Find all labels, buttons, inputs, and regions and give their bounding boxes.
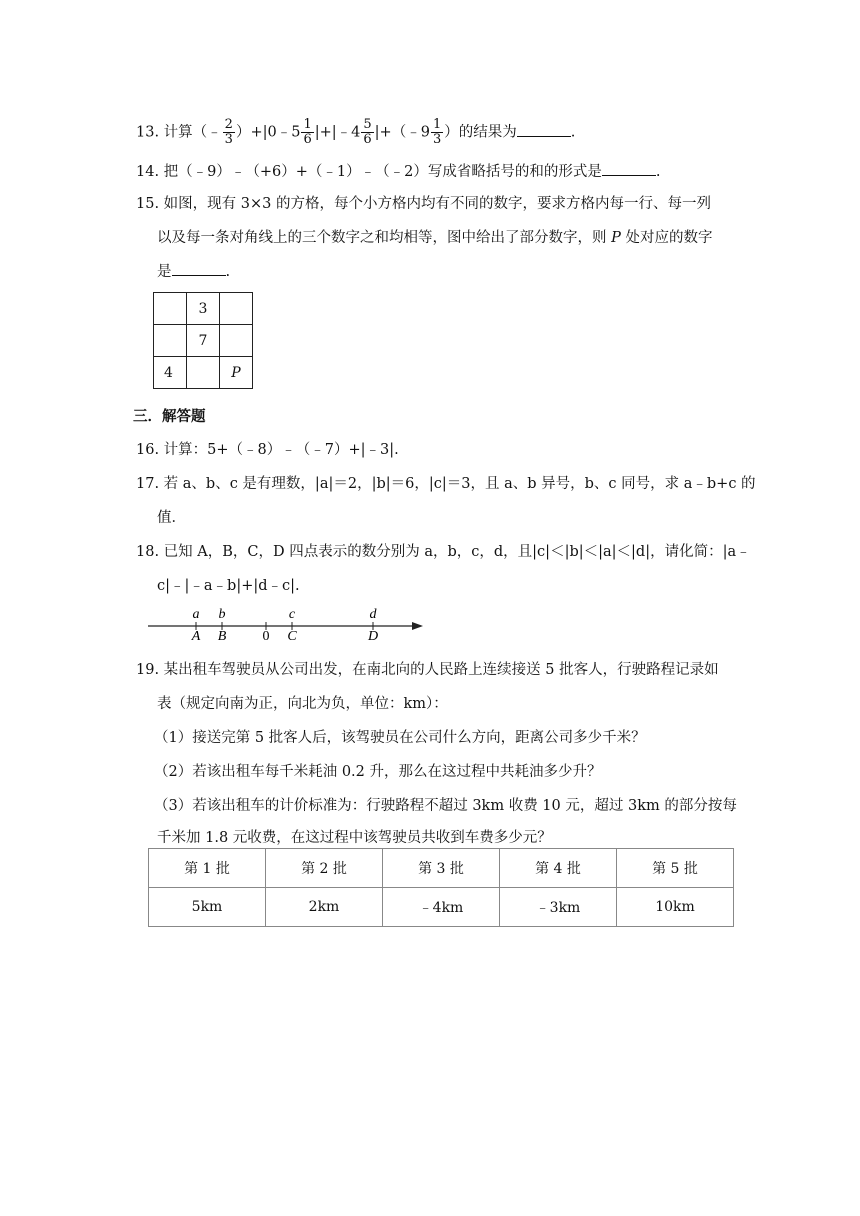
label-0: 0	[262, 629, 270, 644]
label-b: b	[218, 607, 226, 622]
table-cell: ﹣3km	[500, 888, 617, 927]
q19-line1: 某出租车驾驶员从公司出发，在南北向的人民路上连续接送 5 批客人，行驶路程记录如	[163, 662, 719, 678]
fraction: $\frac{2}{3}$	[224, 117, 233, 147]
fraction: $\frac{1}{3}$	[432, 117, 442, 147]
q15-line1: 如图，现有 3×3 的方格，每个小方格内均有不同的数字，要求方格内每一行、每一列	[163, 196, 711, 212]
question-16	[136, 438, 399, 459]
label-A: A	[191, 629, 201, 644]
section-heading: 三．解答题	[133, 408, 206, 425]
q13-text-e: ）的结果为	[444, 124, 517, 141]
q17-line1: 若 a、b、c 是有理数，|a|＝2，|b|＝6，|c|＝3，且 a、b 异号，b、c 同号，求 a﹣b+c 的	[163, 476, 756, 492]
question-17-line-1	[136, 472, 756, 493]
grid-cell	[154, 325, 187, 357]
question-13	[136, 118, 575, 147]
question-number: 13.	[136, 124, 160, 141]
question-number: 18.	[136, 544, 160, 560]
q15-line2-a: 以及每一条对角线上的三个数字之和均相等，图中给出了部分数字，则	[157, 230, 612, 246]
q19-sub3-line2: 千米加 1.8 元收费，在这过程中该驾驶员共收到车费多少元？	[157, 830, 552, 846]
table-cell: 5km	[149, 888, 266, 927]
grid-cell: P	[220, 357, 253, 389]
grid-cell	[220, 293, 253, 325]
q13-text-c: |+|﹣4	[314, 124, 361, 141]
question-19-sub-1	[154, 726, 646, 747]
label-B: B	[217, 629, 227, 644]
question-number: 16.	[136, 442, 160, 458]
answer-blank	[172, 261, 226, 276]
question-19-sub-3-line-1	[154, 794, 737, 815]
grid-cell: 4	[154, 357, 187, 389]
question-19-line-1	[136, 658, 719, 679]
question-19-sub-3-line-2	[157, 826, 552, 847]
question-18-line-1	[136, 540, 751, 561]
table-header-cell: 第 5 批	[617, 849, 734, 888]
magic-square-grid	[153, 292, 253, 389]
q13-text-a: 计算（﹣	[163, 124, 222, 141]
question-17-line-2	[157, 506, 186, 527]
label-D: D	[367, 629, 379, 644]
q13-text-b: ）+|0﹣5	[235, 124, 301, 141]
question-15-line-3	[157, 260, 230, 281]
q19-line2: 表（规定向南为正，向北为负，单位：km）：	[157, 696, 448, 712]
q14-text: 把（﹣9）﹣（+6）+（﹣1）﹣（﹣2）写成省略括号的和的形式是	[163, 164, 602, 180]
label-d: d	[369, 607, 377, 622]
table-header-cell: 第 3 批	[383, 849, 500, 888]
number-line	[148, 604, 438, 644]
label-a: a	[192, 607, 200, 622]
question-19-line-2	[157, 692, 448, 713]
q15-line2-b: 处对应的数字	[620, 230, 713, 246]
table-header-row	[149, 849, 734, 888]
table-cell: 10km	[617, 888, 734, 927]
table-row	[149, 888, 734, 927]
q15-var-p: P	[611, 230, 621, 246]
question-number: 14.	[136, 164, 160, 180]
q14-end: .	[655, 164, 661, 180]
label-C: C	[287, 629, 297, 644]
q17-line2: 值．	[157, 510, 186, 526]
table-header-cell: 第 2 批	[266, 849, 383, 888]
question-14	[136, 160, 660, 181]
answer-blank	[602, 161, 656, 176]
label-c: c	[288, 607, 296, 622]
question-15-line-1	[136, 192, 711, 213]
number-line-arrow	[412, 622, 423, 630]
q16-text: 计算：5+（﹣8）﹣（﹣7）+|﹣3|.	[163, 442, 399, 458]
q18-line1: 已知 A，B，C，D 四点表示的数分别为 a，b，c，d，且|c|＜|b|＜|a|＜|d|，请化简：|a﹣	[163, 544, 751, 560]
grid-cell	[220, 325, 253, 357]
table-cell: ﹣4km	[383, 888, 500, 927]
question-19-sub-2	[154, 760, 602, 781]
fraction: $\frac{1}{6}$	[303, 117, 312, 147]
question-15-line-2	[157, 226, 712, 247]
grid-cell: 7	[187, 325, 220, 357]
grid-cell: 3	[187, 293, 220, 325]
answer-blank	[517, 122, 571, 137]
question-number: 19.	[136, 662, 160, 678]
q13-text-d: |+（﹣9	[374, 124, 430, 141]
q18-line2: c|﹣|﹣a﹣b|+|d﹣c|.	[157, 578, 300, 594]
table-cell: 2km	[266, 888, 383, 927]
q15-end: .	[225, 264, 231, 280]
q19-sub1: （1）接送完第 5 批客人后，该驾驶员在公司什么方向，距离公司多少千米？	[154, 730, 646, 746]
q15-line3: 是	[157, 264, 172, 280]
table-header-cell: 第 4 批	[500, 849, 617, 888]
table-header-cell: 第 1 批	[149, 849, 266, 888]
question-18-line-2	[157, 574, 300, 595]
question-number: 17.	[136, 476, 160, 492]
grid-cell	[187, 357, 220, 389]
q19-sub2: （2）若该出租车每千米耗油 0.2 升，那么在这过程中共耗油多少升？	[154, 764, 602, 780]
trip-table	[148, 848, 734, 927]
grid-cell	[154, 293, 187, 325]
fraction: $\frac{5}{6}$	[363, 117, 372, 147]
question-number: 15.	[136, 196, 160, 212]
q13-end: .	[570, 124, 576, 141]
q19-sub3-line1: （3）若该出租车的计价标准为：行驶路程不超过 3km 收费 10 元，超过 3km 的部分按每	[154, 798, 737, 814]
